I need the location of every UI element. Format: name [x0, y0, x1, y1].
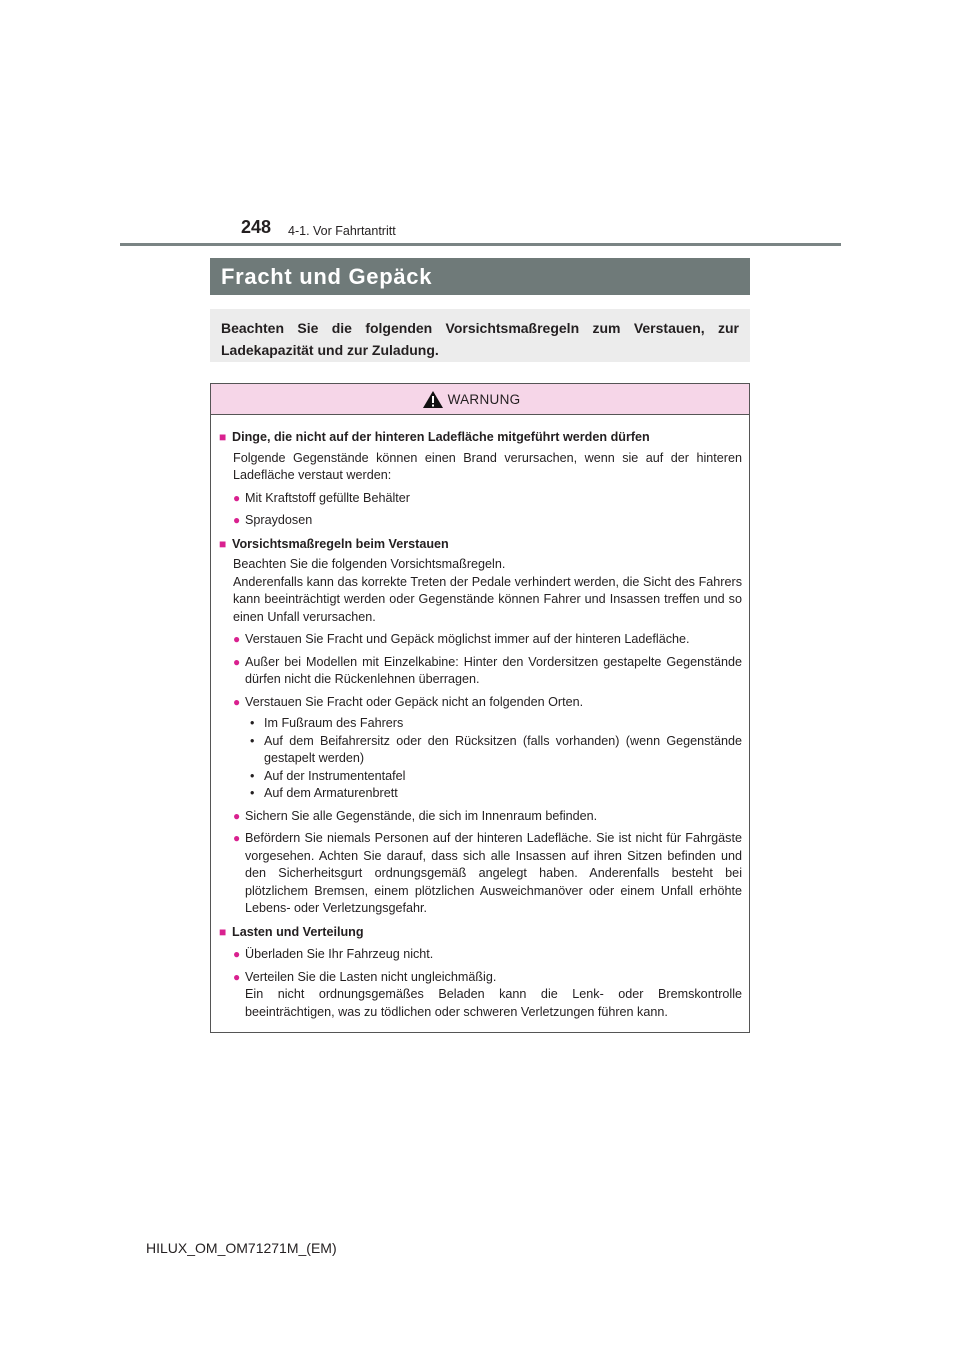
- page-title: Fracht und Gepäck: [210, 258, 750, 295]
- sub-bullet-marker: •: [250, 768, 255, 783]
- warning-section-heading: [219, 536, 742, 554]
- list-item: [219, 512, 742, 530]
- paragraph: Folgende Gegenstände können einen Brand verursachen, wenn sie auf der hinteren Ladefläche verstaut werden:: [233, 450, 742, 482]
- list-item-text: Mit Kraftstoff gefüllte Behälter: [245, 490, 410, 505]
- warning-section-heading: [219, 429, 742, 447]
- sub-list-item: [219, 785, 742, 803]
- list-item: [219, 694, 742, 712]
- sub-bullet-marker: •: [250, 733, 255, 748]
- paragraph: Beachten Sie die folgenden Vorsichtsmaßregeln.: [233, 557, 506, 571]
- sub-list-item: [219, 715, 742, 733]
- square-marker-icon: ■: [219, 924, 227, 939]
- circle-bullet-icon: ●: [233, 969, 241, 984]
- square-marker-icon: ■: [219, 536, 227, 551]
- list-item-text: Außer bei Modellen mit Einzelkabine: Hinter den Vordersitzen gestapelte Gegenstände dürfen nicht die Rückenlehnen überragen.: [245, 654, 742, 686]
- heading-text: Dinge, die nicht auf der hinteren Ladefläche mitgeführt werden dürfen: [232, 430, 650, 444]
- sub-list-item: [219, 768, 742, 786]
- circle-bullet-icon: ●: [233, 654, 241, 669]
- warning-section-heading: [219, 924, 742, 942]
- square-marker-icon: ■: [219, 430, 227, 444]
- sub-list-item-text: Auf dem Armaturenbrett: [264, 786, 398, 800]
- list-item: [219, 969, 742, 1022]
- sub-list-item: [219, 733, 742, 768]
- sub-list-item-text: Auf der Instrumententafel: [264, 768, 406, 783]
- list-item: [219, 654, 742, 689]
- intro-text: Beachten Sie die folgenden Vorsichtsmaßregeln zum Verstauen, zur Ladekapazität und zur Zuladung.: [210, 309, 750, 362]
- warning-label: WARNUNG: [447, 391, 521, 407]
- page-number: 248: [241, 217, 272, 237]
- circle-bullet-icon: ●: [233, 947, 241, 961]
- warning-triangle-icon: [422, 390, 444, 409]
- warning-body: [211, 415, 749, 1021]
- sub-bullet-marker: •: [250, 716, 255, 730]
- circle-bullet-icon: ●: [233, 831, 241, 845]
- circle-bullet-icon: ●: [233, 632, 241, 646]
- list-item: [219, 808, 742, 826]
- list-item-text: Verstauen Sie Fracht oder Gepäck nicht an folgenden Orten.: [245, 694, 584, 709]
- sub-list-item-text: Auf dem Beifahrersitz oder den Rücksitzen (falls vorhanden) (wenn Gegenstände gestapelt werden): [264, 733, 742, 765]
- header-divider: [120, 243, 841, 246]
- heading-text: Lasten und Verteilung: [232, 924, 364, 939]
- heading-text: Vorsichtsmaßregeln beim Verstauen: [232, 536, 449, 551]
- list-item-text: Verstauen Sie Fracht und Gepäck möglichst immer auf der hinteren Ladefläche.: [245, 632, 690, 646]
- list-item-lead: Verteilen Sie die Lasten nicht ungleichmäßig.: [245, 969, 497, 984]
- paragraph: Anderenfalls kann das korrekte Treten der Pedale verhindert werden, die Sicht des Fahrers kann beeinträchtigt werden oder Gegenstände können Fahrer und Insassen treffen und so einen Unfall verursachen.: [233, 574, 742, 624]
- list-item: [219, 631, 742, 649]
- list-item-text: Befördern Sie niemals Personen auf der hinteren Ladefläche. Sie ist nicht für Fahrgäste vorgesehen. Achten Sie darauf, dass sich alle Insassen auf ihren Sitzen befinden und den Sicherheitsgurt ordnungsgemäß angelegt haben. Anderenfalls besteht bei plötzlichem Bremsen, einem plötzlichen Ausweichmanöver oder einem Unfall erhöhte Lebens- oder Verletzungsgefahr.: [245, 831, 742, 915]
- circle-bullet-icon: ●: [233, 513, 241, 527]
- sub-bullet-marker: •: [250, 786, 255, 800]
- document-footer-id: HILUX_OM_OM71271M_(EM): [146, 1240, 337, 1256]
- section-label: 4-1. Vor Fahrtantritt: [288, 224, 396, 238]
- circle-bullet-icon: ●: [233, 808, 241, 823]
- sub-list: [219, 715, 742, 803]
- list-item-text: Überladen Sie Ihr Fahrzeug nicht.: [245, 947, 434, 961]
- circle-bullet-icon: ●: [233, 490, 241, 505]
- list-item-text: Sichern Sie alle Gegenstände, die sich im Innenraum befinden.: [245, 808, 598, 823]
- list-item-detail: Ein nicht ordnungsgemäßes Beladen kann die Lenk- oder Bremskontrolle beeinträchtigen, was zu tödlichen oder schweren Verletzungen führen kann.: [245, 987, 742, 1019]
- list-item-text: [245, 969, 742, 1022]
- sub-list-item-text: Im Fußraum des Fahrers: [264, 716, 404, 730]
- list-item: [219, 830, 742, 918]
- circle-bullet-icon: ●: [233, 694, 241, 709]
- list-item-text: Spraydosen: [245, 513, 313, 527]
- warning-box: [210, 383, 750, 1033]
- list-item: [219, 946, 742, 964]
- warning-header: [211, 384, 749, 415]
- list-item: [219, 490, 742, 508]
